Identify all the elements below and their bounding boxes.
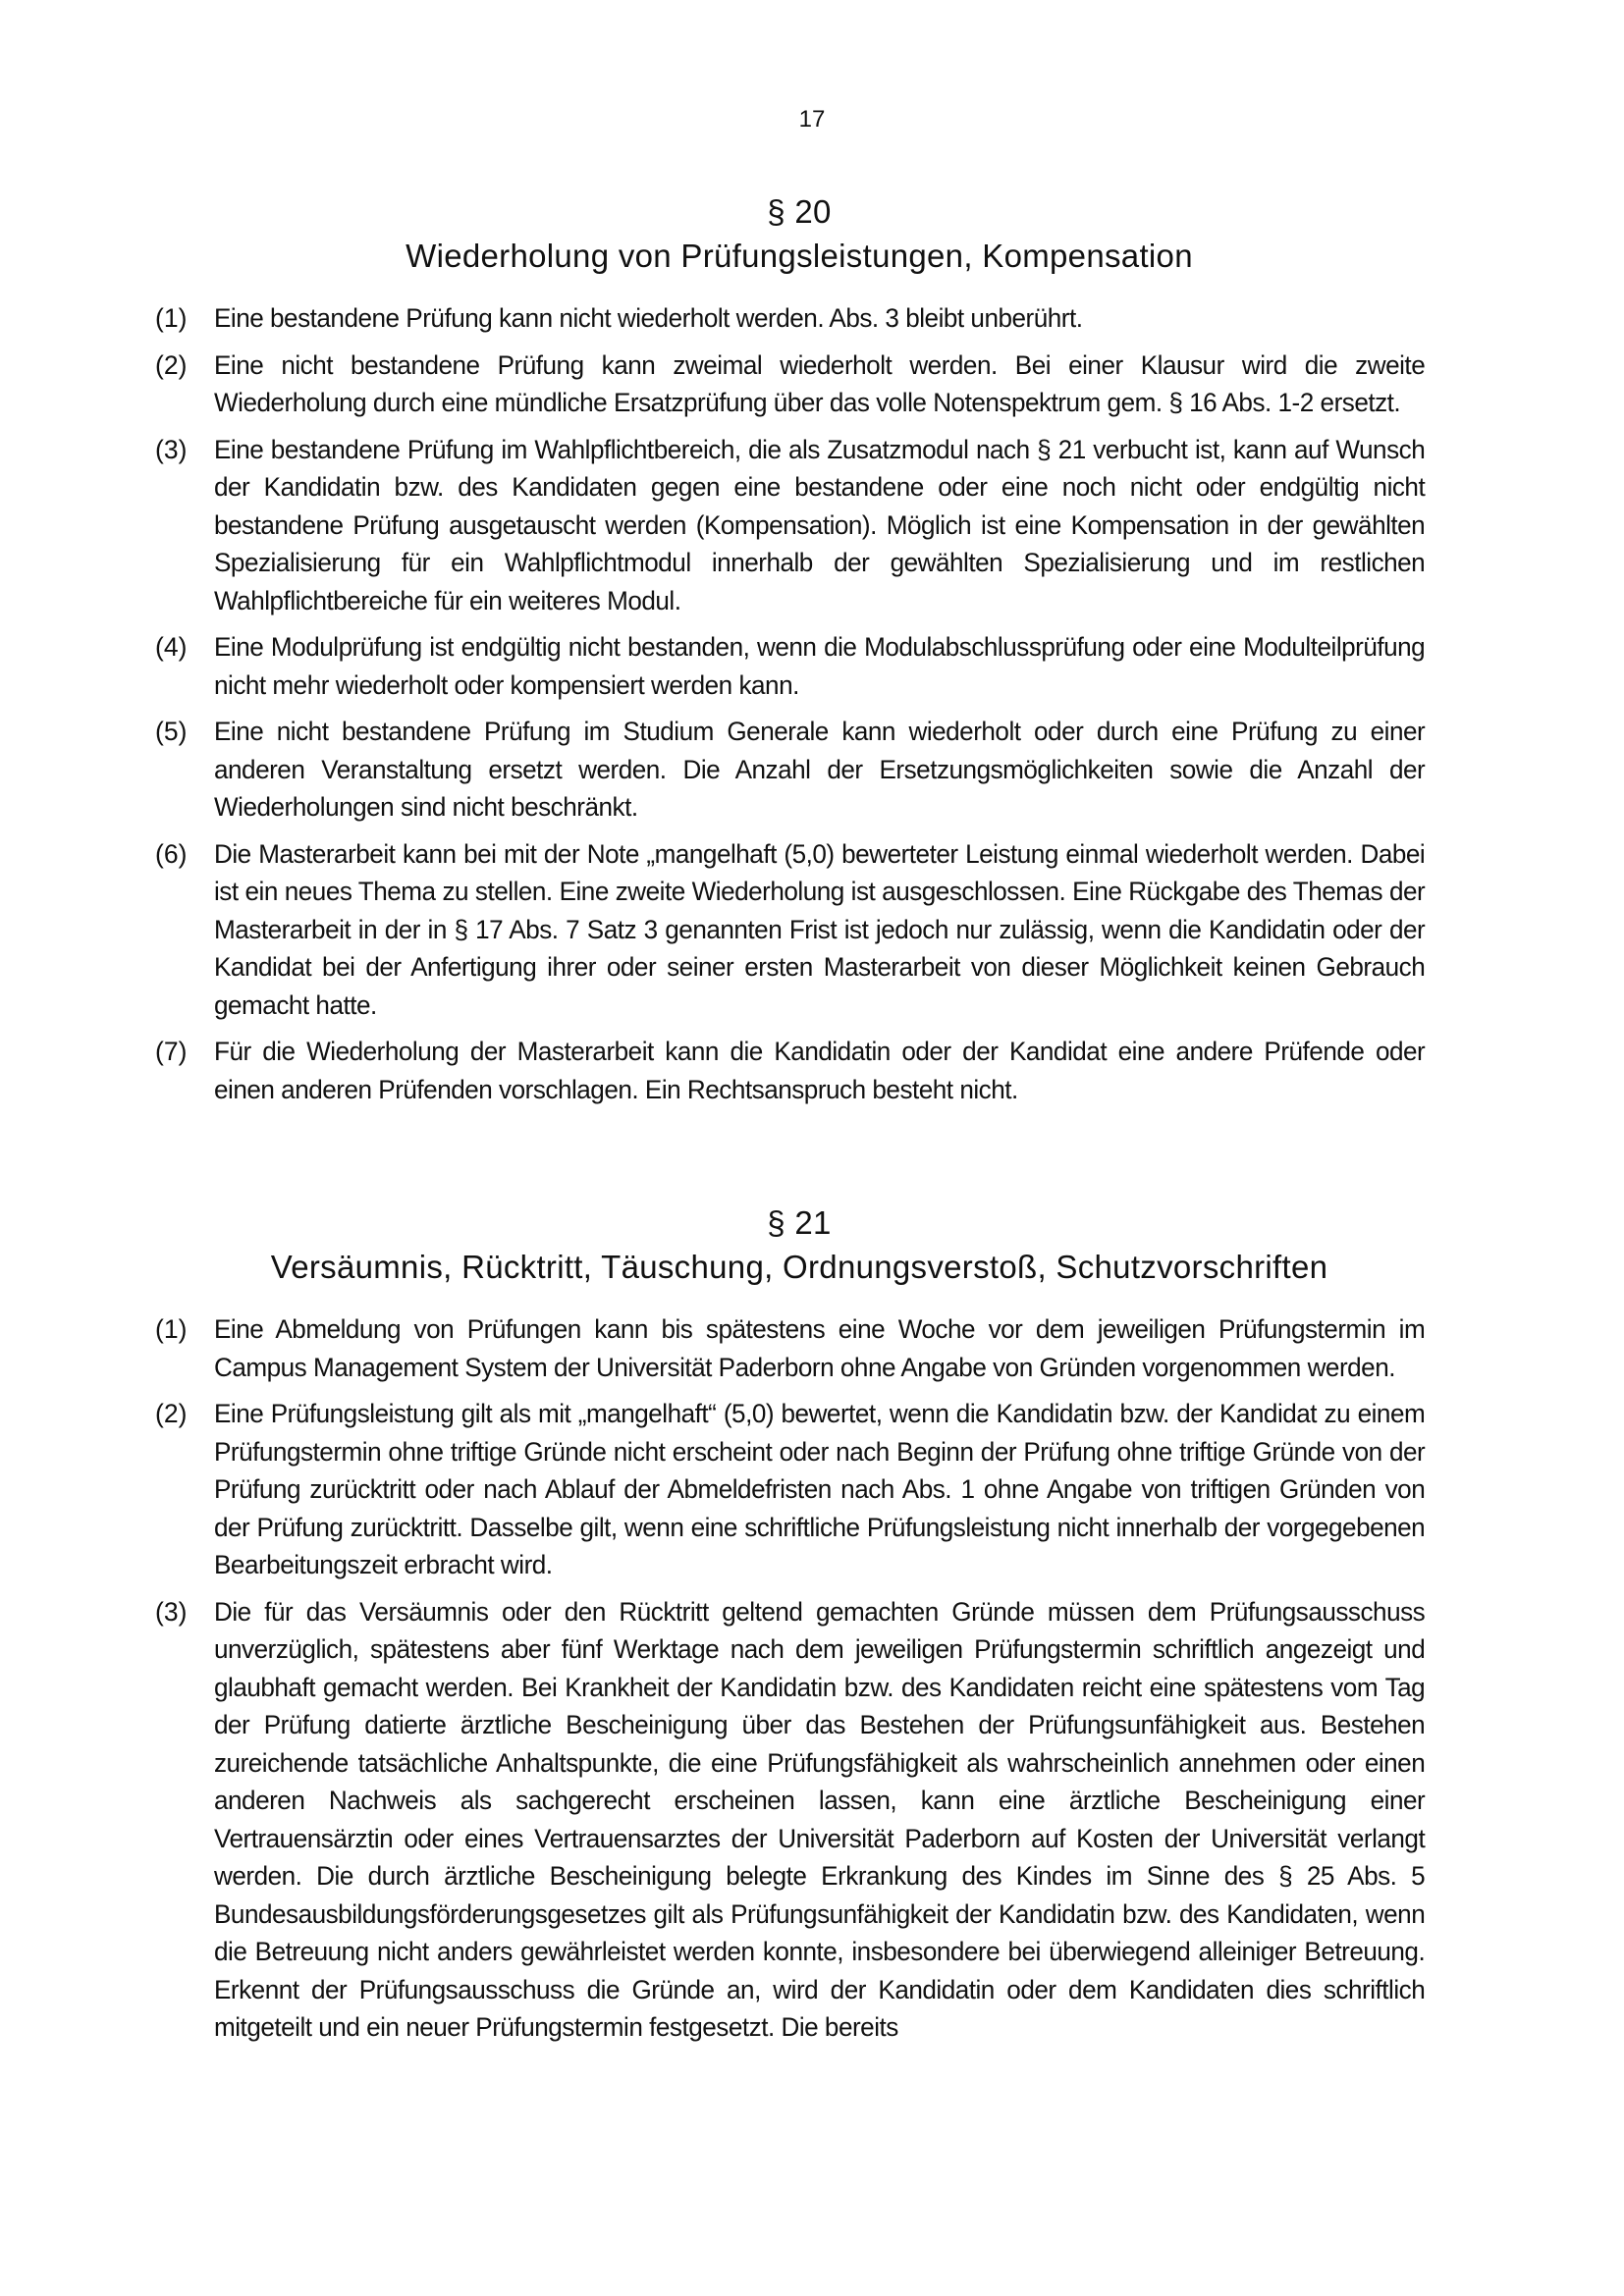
clause-number: (6) <box>155 838 188 869</box>
section-heading <box>155 1201 1443 1289</box>
clause-text: Eine nicht bestandene Prüfung kann zweimal wiederholt werden. Bei einer Klausur wird die zweite Wiederholung durch eine mündliche Ersatzprüfung über das volle Notenspektrum gem. § 16 Abs. 1-2 ersetzt. <box>214 349 1426 417</box>
section-20 <box>155 189 1443 1117</box>
section-heading <box>155 189 1443 278</box>
clause <box>155 1395 1443 1584</box>
clause-list <box>155 1310 1443 2047</box>
clause-number: (3) <box>155 434 188 464</box>
clause-text: Eine bestandene Prüfung kann nicht wiederholt werden. Abs. 3 bleibt unberührt. <box>214 303 1083 333</box>
section-title: Wiederholung von Prüfungsleistungen, Kompensation <box>406 238 1193 274</box>
clause-text: Eine Prüfungsleistung gilt als mit „mangelhaft“ (5,0) bewertet, wenn die Kandidatin bzw. der Kandidat zu einem Prüfungstermin ohne triftige Gründe nicht erscheint oder nach Beginn der Prüfung ohne triftige Gründe von der Prüfung zurücktritt oder nach Ablauf der Abmeldefristen nach Abs. 1 ohne Angabe von triftigen Gründen von der Prüfung zurücktritt. Dasselbe gilt, wenn eine schriftliche Prüfungsleistung nicht innerhalb der vorgegebenen Bearbeitungszeit erbracht wird. <box>214 1399 1426 1579</box>
clause <box>155 835 1443 1025</box>
clause <box>155 713 1443 827</box>
clause <box>155 431 1443 620</box>
clause-text: Die Masterarbeit kann bei mit der Note „mangelhaft (5,0) bewerteter Leistung einmal wiederholt werden. Dabei ist ein neues Thema zu stellen. Eine zweite Wiederholung ist ausgeschlossen. Eine Rückgabe des Themas der Masterarbeit in der in § 17 Abs. 7 Satz 3 genannten Frist ist jedoch nur zulässig, wenn die Kandidatin oder der Kandidat bei der Anfertigung ihrer oder seiner ersten Masterarbeit von dieser Möglichkeit keinen Gebrauch gemacht hatte. <box>214 838 1426 1020</box>
page-number: 17 <box>798 106 826 133</box>
clause <box>155 1593 1443 2047</box>
section-number: § 21 <box>767 1204 832 1241</box>
section-21 <box>155 1201 1443 2056</box>
clause-text: Eine Abmeldung von Prüfungen kann bis spätestens eine Woche vor dem jeweiligen Prüfungstermin im Campus Management System der Universität Paderborn ohne Angabe von Gründen vorgenommen werden. <box>214 1314 1426 1382</box>
section-number: § 20 <box>767 193 832 230</box>
clause-text: Für die Wiederholung der Masterarbeit kann die Kandidatin oder der Kandidat eine andere Prüfende oder einen anderen Prüfenden vorschlagen. Ein Rechtsanspruch besteht nicht. <box>214 1037 1426 1104</box>
clause-text: Eine bestandene Prüfung im Wahlpflichtbereich, die als Zusatzmodul nach § 21 verbucht ist, kann auf Wunsch der Kandidatin bzw. des Kandidaten gegen eine bestandene oder eine noch nicht oder endgültig nicht bestandene Prüfung ausgetauscht werden (Kompensation). Möglich ist eine Kompensation in der gewählten Spezialisierung für ein Wahlpflichtmodul innerhalb der gewählten Spezialisierung und im restlichen Wahlpflichtbereiche für ein weiteres Modul. <box>214 434 1426 615</box>
clause <box>155 1310 1443 1386</box>
clause-number: (5) <box>155 717 188 746</box>
clause-text: Eine Modulprüfung ist endgültig nicht bestanden, wenn die Modulabschlussprüfung oder eine Modulteilprüfung nicht mehr wiederholt oder kompensiert werden kann. <box>214 632 1426 700</box>
clause-number: (2) <box>155 1399 188 1428</box>
clause-number: (1) <box>155 303 188 333</box>
clause-number: (1) <box>155 1314 188 1344</box>
clause-list <box>155 299 1443 1108</box>
clause-text: Eine nicht bestandene Prüfung im Studium Generale kann wiederholt oder durch eine Prüfung zu einer anderen Veranstaltung ersetzt werden. Die Anzahl der Ersetzungsmöglichkeiten sowie die Anzahl der Wiederholungen sind nicht beschränkt. <box>214 717 1426 822</box>
clause-number: (7) <box>155 1037 188 1066</box>
clause-number: (2) <box>155 349 188 380</box>
section-title: Versäumnis, Rücktritt, Täuschung, Ordnungsverstoß, Schutzvorschriften <box>270 1249 1328 1285</box>
clause-number: (4) <box>155 632 188 662</box>
clause-number: (3) <box>155 1596 188 1627</box>
clause-text: Die für das Versäumnis oder den Rücktritt geltend gemachten Gründe müssen dem Prüfungsausschuss unverzüglich, spätestens aber fünf Werktage nach dem jeweiligen Prüfungstermin schriftlich angezeigt und glaubhaft gemacht werden. Bei Krankheit der Kandidatin bzw. des Kandidaten reicht eine spätestens vom Tag der Prüfung datierte ärztliche Bescheinigung über das Bestehen der Prüfungsunfähigkeit aus. Bestehen zureichende tatsächliche Anhaltspunkte, die eine Prüfungsfähigkeit als wahrscheinlich annehmen oder einen anderen Nachweis als sachgerecht erscheinen lassen, kann eine ärztliche Bescheinigung einer Vertrauensärztin oder eines Vertrauensarztes der Universität Paderborn auf Kosten der Universität verlangt werden. Die durch ärztliche Bescheinigung belegte Erkrankung des Kindes im Sinne des § 25 Abs. 5 Bundesausbildungsförderungsgesetzes gilt als Prüfungsunfähigkeit der Kandidatin bzw. des Kandidaten, wenn die Betreuung nicht anders gewährleistet werden konnte, insbesondere bei überwiegend alleiniger Betreuung. Erkennt der Prüfungsausschuss die Gründe an, wird der Kandidatin oder dem Kandidaten dies schriftlich mitgeteilt und ein neuer Prüfungstermin festgesetzt. Die bereits <box>214 1596 1426 2042</box>
clause <box>155 299 1443 338</box>
clause <box>155 628 1443 704</box>
clause <box>155 1033 1443 1108</box>
clause <box>155 347 1443 422</box>
